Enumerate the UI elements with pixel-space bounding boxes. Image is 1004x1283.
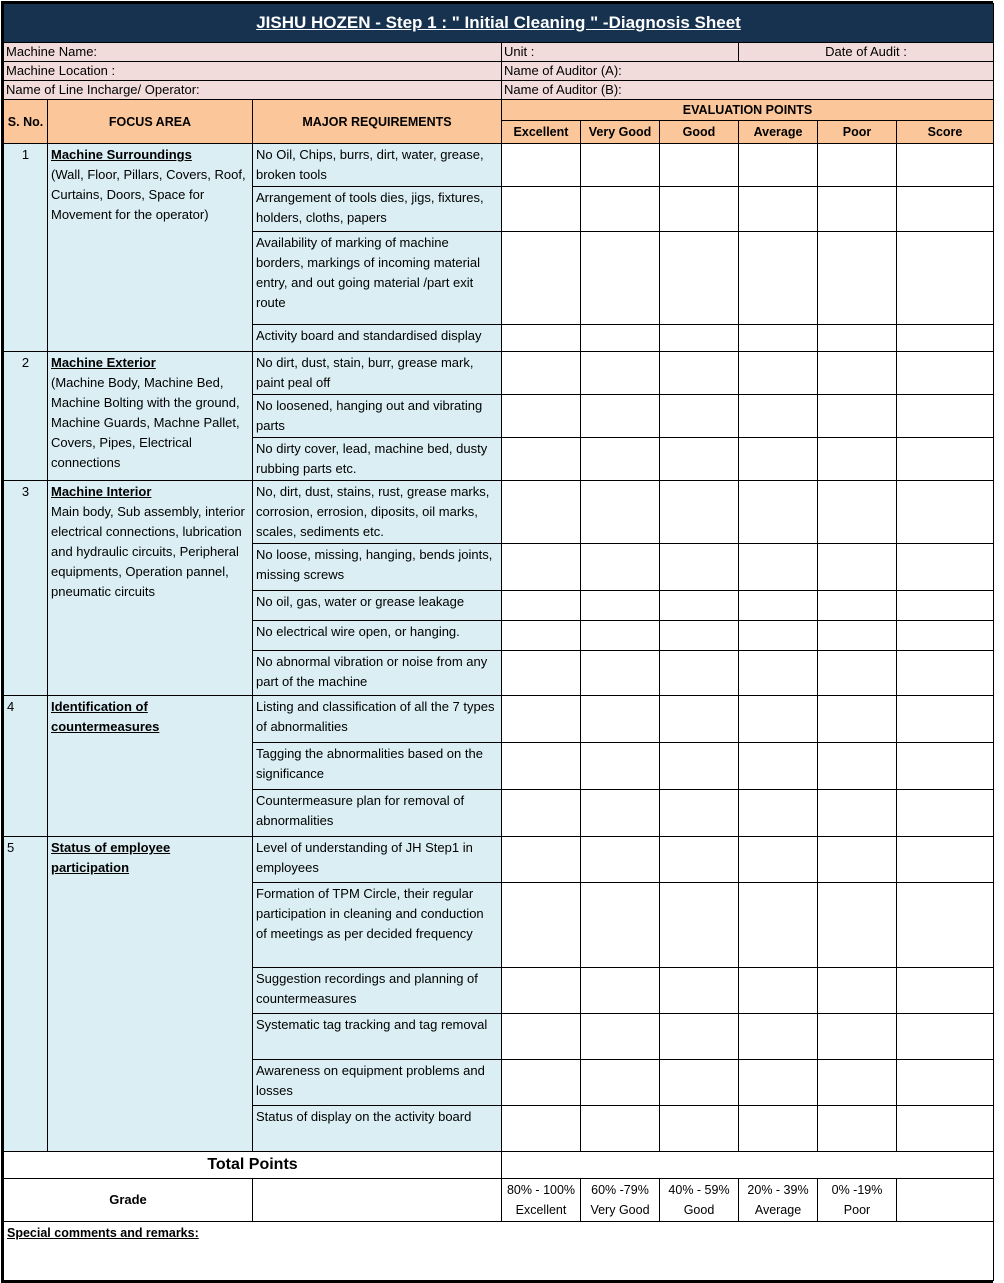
- excellent-score-cell[interactable]: [502, 438, 581, 481]
- poor-score-cell[interactable]: [818, 352, 897, 395]
- poor-header: Poor: [818, 121, 897, 144]
- requirement-text: Systematic tag tracking and tag removal: [253, 1014, 502, 1060]
- grade-empty-cell: [897, 1179, 994, 1222]
- very-good-score-cell[interactable]: [581, 232, 660, 325]
- machine-location-field[interactable]: Machine Location :: [4, 62, 502, 81]
- very-good-score-cell[interactable]: [581, 968, 660, 1014]
- average-score-cell[interactable]: [739, 743, 818, 790]
- score-header: Score: [897, 121, 994, 144]
- good-score-cell[interactable]: [660, 743, 739, 790]
- focus-area-cell: [48, 481, 253, 696]
- remarks-box[interactable]: [4, 1222, 994, 1281]
- focus-area-title: Status of employee participation: [51, 840, 171, 875]
- very-good-score-cell[interactable]: [581, 544, 660, 591]
- good-header: Good: [660, 121, 739, 144]
- average-score-cell[interactable]: [739, 232, 818, 325]
- good-score-cell[interactable]: [660, 395, 739, 438]
- excellent-score-cell[interactable]: [502, 144, 581, 187]
- average-score-cell[interactable]: [739, 438, 818, 481]
- grade-band-excellent: [502, 1179, 581, 1222]
- focus-area-header: FOCUS AREA: [48, 100, 253, 144]
- average-score-cell[interactable]: [739, 1060, 818, 1106]
- score-score-cell[interactable]: [897, 325, 994, 352]
- requirement-text: Formation of TPM Circle, their regular participation in cleaning and conduction of meetings as per decided frequency: [253, 883, 502, 968]
- excellent-score-cell[interactable]: [502, 696, 581, 743]
- requirement-text: Awareness on equipment problems and losses: [253, 1060, 502, 1106]
- total-points-label: Total Points: [4, 1152, 502, 1179]
- score-score-cell[interactable]: [897, 696, 994, 743]
- poor-score-cell[interactable]: [818, 621, 897, 651]
- average-score-cell[interactable]: [739, 651, 818, 696]
- requirement-text: Suggestion recordings and planning of countermeasures: [253, 968, 502, 1014]
- section-number: 4: [4, 696, 48, 837]
- excellent-score-cell[interactable]: [502, 1060, 581, 1106]
- focus-area-cell: [48, 837, 253, 1152]
- score-score-cell[interactable]: [897, 481, 994, 544]
- very-good-score-cell[interactable]: [581, 481, 660, 544]
- auditor-b-field[interactable]: Name of Auditor (B):: [502, 81, 994, 100]
- score-score-cell[interactable]: [897, 144, 994, 187]
- good-score-cell[interactable]: [660, 325, 739, 352]
- requirement-row: [4, 696, 994, 743]
- very-good-score-cell[interactable]: [581, 1060, 660, 1106]
- excellent-score-cell[interactable]: [502, 325, 581, 352]
- requirement-text: Availability of marking of machine borders, markings of incoming material entry, and out going material /part exit route: [253, 232, 502, 325]
- average-score-cell[interactable]: [739, 790, 818, 837]
- average-score-cell[interactable]: [739, 481, 818, 544]
- good-score-cell[interactable]: [660, 232, 739, 325]
- score-score-cell[interactable]: [897, 1014, 994, 1060]
- focus-area-title: Identification of countermeasures: [51, 699, 160, 734]
- poor-score-cell[interactable]: [818, 696, 897, 743]
- very-good-score-cell[interactable]: [581, 591, 660, 621]
- focus-area-cell: [48, 144, 253, 352]
- very-good-score-cell[interactable]: [581, 144, 660, 187]
- major-requirements-header: MAJOR REQUIREMENTS: [253, 100, 502, 144]
- requirement-text: No electrical wire open, or hanging.: [253, 621, 502, 651]
- requirement-text: No, dirt, dust, stains, rust, grease marks, corrosion, errosion, diposits, oil marks, scales, sediments etc.: [253, 481, 502, 544]
- section-number: 1: [4, 144, 48, 352]
- date-of-audit-field[interactable]: Date of Audit :: [739, 43, 994, 62]
- grade-band-average: [739, 1179, 818, 1222]
- requirement-text: No abnormal vibration or noise from any part of the machine: [253, 651, 502, 696]
- grade-band-name: Excellent: [515, 1203, 567, 1217]
- grade-band-range: 0% -19%: [831, 1183, 883, 1197]
- good-score-cell[interactable]: [660, 621, 739, 651]
- requirement-text: No Oil, Chips, burrs, dirt, water, grease, broken tools: [253, 144, 502, 187]
- score-score-cell[interactable]: [897, 1060, 994, 1106]
- score-score-cell[interactable]: [897, 591, 994, 621]
- requirement-text: No dirty cover, lead, machine bed, dusty rubbing parts etc.: [253, 438, 502, 481]
- good-score-cell[interactable]: [660, 144, 739, 187]
- good-score-cell[interactable]: [660, 187, 739, 232]
- focus-area-title: Machine Surroundings: [51, 147, 192, 162]
- grade-band-range: 20% - 39%: [747, 1183, 809, 1197]
- focus-area-title: Machine Interior: [51, 484, 152, 499]
- requirement-row: [4, 144, 994, 187]
- score-score-cell[interactable]: [897, 1106, 994, 1152]
- grade-label: Grade: [4, 1179, 253, 1222]
- excellent-score-cell[interactable]: [502, 621, 581, 651]
- very-good-score-cell[interactable]: [581, 651, 660, 696]
- good-score-cell[interactable]: [660, 544, 739, 591]
- sheet-title: JISHU HOZEN - Step 1 : " Initial Cleaning " -Diagnosis Sheet: [4, 4, 994, 43]
- average-score-cell[interactable]: [739, 352, 818, 395]
- excellent-score-cell[interactable]: [502, 743, 581, 790]
- score-score-cell[interactable]: [897, 743, 994, 790]
- very-good-score-cell[interactable]: [581, 743, 660, 790]
- section-number: 3: [4, 481, 48, 696]
- excellent-score-cell[interactable]: [502, 790, 581, 837]
- good-score-cell[interactable]: [660, 481, 739, 544]
- very-good-score-cell[interactable]: [581, 883, 660, 968]
- excellent-score-cell[interactable]: [502, 1106, 581, 1152]
- poor-score-cell[interactable]: [818, 438, 897, 481]
- good-score-cell[interactable]: [660, 883, 739, 968]
- requirement-text: Arrangement of tools dies, jigs, fixtures, holders, cloths, papers: [253, 187, 502, 232]
- very-good-score-cell[interactable]: [581, 837, 660, 883]
- requirement-text: No oil, gas, water or grease leakage: [253, 591, 502, 621]
- excellent-score-cell[interactable]: [502, 544, 581, 591]
- good-score-cell[interactable]: [660, 438, 739, 481]
- very-good-score-cell[interactable]: [581, 187, 660, 232]
- grade-band-name: Good: [683, 1203, 715, 1217]
- good-score-cell[interactable]: [660, 1060, 739, 1106]
- requirement-row: [4, 837, 994, 883]
- average-score-cell[interactable]: [739, 591, 818, 621]
- excellent-score-cell[interactable]: [502, 352, 581, 395]
- average-score-cell[interactable]: [739, 395, 818, 438]
- score-score-cell[interactable]: [897, 438, 994, 481]
- excellent-score-cell[interactable]: [502, 1014, 581, 1060]
- requirement-text: Listing and classification of all the 7 types of abnormalities: [253, 696, 502, 743]
- average-score-cell[interactable]: [739, 837, 818, 883]
- poor-score-cell[interactable]: [818, 232, 897, 325]
- good-score-cell[interactable]: [660, 790, 739, 837]
- total-points-value[interactable]: [502, 1152, 994, 1179]
- requirement-text: Tagging the abnormalities based on the significance: [253, 743, 502, 790]
- diagnosis-table: [3, 3, 994, 1281]
- evaluation-points-header: EVALUATION POINTS: [502, 100, 994, 121]
- very-good-score-cell[interactable]: [581, 696, 660, 743]
- poor-score-cell[interactable]: [818, 544, 897, 591]
- poor-score-cell[interactable]: [818, 591, 897, 621]
- focus-area-cell: [48, 696, 253, 837]
- very-good-score-cell[interactable]: [581, 1014, 660, 1060]
- poor-score-cell[interactable]: [818, 651, 897, 696]
- machine-name-field[interactable]: Machine Name:: [4, 43, 502, 62]
- grade-band-range: 60% -79%: [591, 1183, 649, 1197]
- poor-score-cell[interactable]: [818, 790, 897, 837]
- excellent-score-cell[interactable]: [502, 591, 581, 621]
- average-score-cell[interactable]: [739, 1106, 818, 1152]
- line-incharge-field[interactable]: Name of Line Incharge/ Operator:: [4, 81, 502, 100]
- average-score-cell[interactable]: [739, 544, 818, 591]
- excellent-score-cell[interactable]: [502, 651, 581, 696]
- excellent-score-cell[interactable]: [502, 883, 581, 968]
- good-score-cell[interactable]: [660, 1014, 739, 1060]
- score-score-cell[interactable]: [897, 837, 994, 883]
- good-score-cell[interactable]: [660, 352, 739, 395]
- good-score-cell[interactable]: [660, 837, 739, 883]
- average-score-cell[interactable]: [739, 968, 818, 1014]
- score-score-cell[interactable]: [897, 352, 994, 395]
- requirement-row: [4, 481, 994, 544]
- score-score-cell[interactable]: [897, 883, 994, 968]
- excellent-score-cell[interactable]: [502, 187, 581, 232]
- poor-score-cell[interactable]: [818, 187, 897, 232]
- focus-area-description: (Wall, Floor, Pillars, Covers, Roof, Curtains, Doors, Space for Movement for the operator): [51, 167, 246, 222]
- good-score-cell[interactable]: [660, 696, 739, 743]
- grade-band-name: Very Good: [590, 1203, 650, 1217]
- sno-header: S. No.: [4, 100, 48, 144]
- grade-band-good: [660, 1179, 739, 1222]
- requirement-text: Activity board and standardised display: [253, 325, 502, 352]
- focus-area-cell: [48, 352, 253, 481]
- poor-score-cell[interactable]: [818, 1106, 897, 1152]
- requirement-row: [4, 352, 994, 395]
- diagnosis-sheet: [1, 1, 993, 1283]
- requirement-text: Status of display on the activity board: [253, 1106, 502, 1152]
- average-score-cell[interactable]: [739, 696, 818, 743]
- score-score-cell[interactable]: [897, 968, 994, 1014]
- sections-body: [4, 144, 994, 1152]
- good-score-cell[interactable]: [660, 651, 739, 696]
- grade-band-very-good: [581, 1179, 660, 1222]
- excellent-score-cell[interactable]: [502, 481, 581, 544]
- score-score-cell[interactable]: [897, 187, 994, 232]
- poor-score-cell[interactable]: [818, 481, 897, 544]
- poor-score-cell[interactable]: [818, 743, 897, 790]
- grade-band-name: Average: [754, 1203, 802, 1217]
- poor-score-cell[interactable]: [818, 325, 897, 352]
- good-score-cell[interactable]: [660, 1106, 739, 1152]
- very-good-score-cell[interactable]: [581, 325, 660, 352]
- good-score-cell[interactable]: [660, 591, 739, 621]
- average-score-cell[interactable]: [739, 144, 818, 187]
- score-score-cell[interactable]: [897, 395, 994, 438]
- grade-band-range: 80% - 100%: [506, 1183, 576, 1197]
- good-score-cell[interactable]: [660, 968, 739, 1014]
- very-good-score-cell[interactable]: [581, 1106, 660, 1152]
- auditor-a-field[interactable]: Name of Auditor (A):: [502, 62, 994, 81]
- excellent-score-cell[interactable]: [502, 837, 581, 883]
- grade-value[interactable]: [253, 1179, 502, 1222]
- requirement-text: No loose, missing, hanging, bends joints, missing screws: [253, 544, 502, 591]
- poor-score-cell[interactable]: [818, 883, 897, 968]
- very-good-score-cell[interactable]: [581, 621, 660, 651]
- very-good-score-cell[interactable]: [581, 790, 660, 837]
- average-header: Average: [739, 121, 818, 144]
- focus-area-description: (Machine Body, Machine Bed, Machine Bolting with the ground, Machine Guards, Machne Pallet, Covers, Pipes, Electrical connections: [51, 375, 240, 470]
- score-score-cell[interactable]: [897, 232, 994, 325]
- grade-band-poor: [818, 1179, 897, 1222]
- excellent-score-cell[interactable]: [502, 232, 581, 325]
- grade-band-range: 40% - 59%: [668, 1183, 730, 1197]
- grade-band-name: Poor: [843, 1203, 871, 1217]
- remarks-label: Special comments and remarks:: [7, 1226, 199, 1240]
- score-score-cell[interactable]: [897, 790, 994, 837]
- excellent-score-cell[interactable]: [502, 968, 581, 1014]
- focus-area-title: Machine Exterior: [51, 355, 156, 370]
- very-good-score-cell[interactable]: [581, 352, 660, 395]
- poor-score-cell[interactable]: [818, 837, 897, 883]
- section-number: 2: [4, 352, 48, 481]
- poor-score-cell[interactable]: [818, 1060, 897, 1106]
- average-score-cell[interactable]: [739, 1014, 818, 1060]
- poor-score-cell[interactable]: [818, 1014, 897, 1060]
- score-score-cell[interactable]: [897, 544, 994, 591]
- average-score-cell[interactable]: [739, 187, 818, 232]
- excellent-score-cell[interactable]: [502, 395, 581, 438]
- requirement-text: No dirt, dust, stain, burr, grease mark, paint peal off: [253, 352, 502, 395]
- section-number: 5: [4, 837, 48, 1152]
- score-score-cell[interactable]: [897, 651, 994, 696]
- focus-area-description: Main body, Sub assembly, interior electrical connections, lubrication and hydraulic circuits, Peripheral equipments, Operation pannel, pneumatic circuits: [51, 504, 245, 599]
- score-score-cell[interactable]: [897, 621, 994, 651]
- average-score-cell[interactable]: [739, 883, 818, 968]
- requirement-text: No loosened, hanging out and vibrating parts: [253, 395, 502, 438]
- poor-score-cell[interactable]: [818, 395, 897, 438]
- requirement-text: Level of understanding of JH Step1 in employees: [253, 837, 502, 883]
- poor-score-cell[interactable]: [818, 144, 897, 187]
- very-good-score-cell[interactable]: [581, 438, 660, 481]
- very-good-score-cell[interactable]: [581, 395, 660, 438]
- poor-score-cell[interactable]: [818, 968, 897, 1014]
- very-good-header: Very Good: [581, 121, 660, 144]
- requirement-text: Countermeasure plan for removal of abnormalities: [253, 790, 502, 837]
- average-score-cell[interactable]: [739, 621, 818, 651]
- average-score-cell[interactable]: [739, 325, 818, 352]
- unit-field[interactable]: Unit :: [502, 43, 739, 62]
- excellent-header: Excellent: [502, 121, 581, 144]
